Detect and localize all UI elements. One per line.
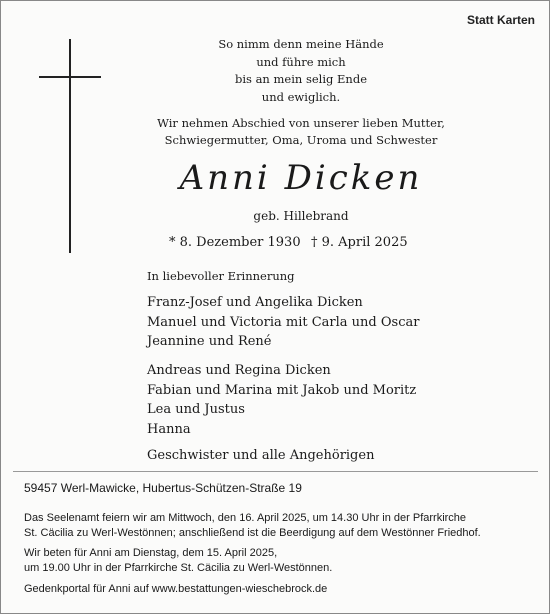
info-line: Wir beten für Anni am Dienstag, dem 15. April 2025, (24, 547, 278, 559)
family-member: Manuel und Victoria mit Carla und Oscar (147, 314, 420, 330)
cross-horizontal-bar (39, 76, 101, 78)
cross-vertical-bar (69, 39, 71, 253)
verse-line: und führe mich (256, 54, 346, 69)
family-member: Hanna (147, 421, 191, 437)
family-member: Andreas und Regina Dicken (147, 363, 331, 378)
farewell-intro (111, 115, 491, 149)
statt-karten-label: Statt Karten (466, 13, 535, 27)
family-group-3 (147, 446, 447, 466)
requiem-info (24, 511, 534, 541)
family-member: Geschwister und alle Angehörigen (147, 448, 375, 463)
info-line: St. Cäcilia zu Werl-Westönnen; anschließend ist die Beerdigung auf dem Westönner Friedhof. (24, 527, 481, 539)
family-member: Fabian und Marina mit Jakob und Moritz (147, 382, 417, 398)
divider (13, 471, 538, 472)
family-member: Lea und Justus (147, 402, 245, 417)
memory-line: In liebevoller Erinnerung (147, 269, 295, 283)
info-line: Das Seelenamt feiern wir am Mittwoch, den 16. April 2025, um 14.30 Uhr in der Pfarrkirche (24, 512, 467, 524)
verse (201, 36, 401, 106)
family-group-1 (147, 293, 447, 352)
verse-line: So nimm denn meine Hände (218, 37, 384, 51)
family-member: Franz-Josef und Angelika Dicken (147, 295, 363, 310)
name-text: Anni Dicken (179, 158, 423, 198)
name-script (151, 153, 451, 203)
verse-line: bis an mein selig Ende (234, 72, 367, 86)
memorial-portal-link[interactable]: Gedenkportal für Anni auf www.bestattungen-wieschebrock.de (24, 583, 328, 595)
family-member: Jeannine und René (147, 334, 272, 349)
intro-line: Schwiegermutter, Oma, Uroma und Schwester (164, 133, 438, 147)
deceased-name-signature (151, 153, 451, 203)
family-group-2 (147, 361, 447, 439)
birth-date: * 8. Dezember 1930 (169, 235, 301, 250)
prayer-info (24, 546, 534, 576)
intro-line: Wir nehmen Abschied von unserer lieben Mutter, (157, 116, 445, 130)
death-date: † 9. April 2025 (311, 235, 408, 250)
verse-line: und ewiglich. (261, 89, 341, 104)
info-line: um 19.00 Uhr in der Pfarrkirche St. Cäcilia zu Werl-Westönnen. (24, 562, 333, 574)
maiden-name: geb. Hillebrand (253, 209, 349, 223)
address: 59457 Werl-Mawicke, Hubertus-Schützen-Straße 19 (24, 481, 302, 495)
